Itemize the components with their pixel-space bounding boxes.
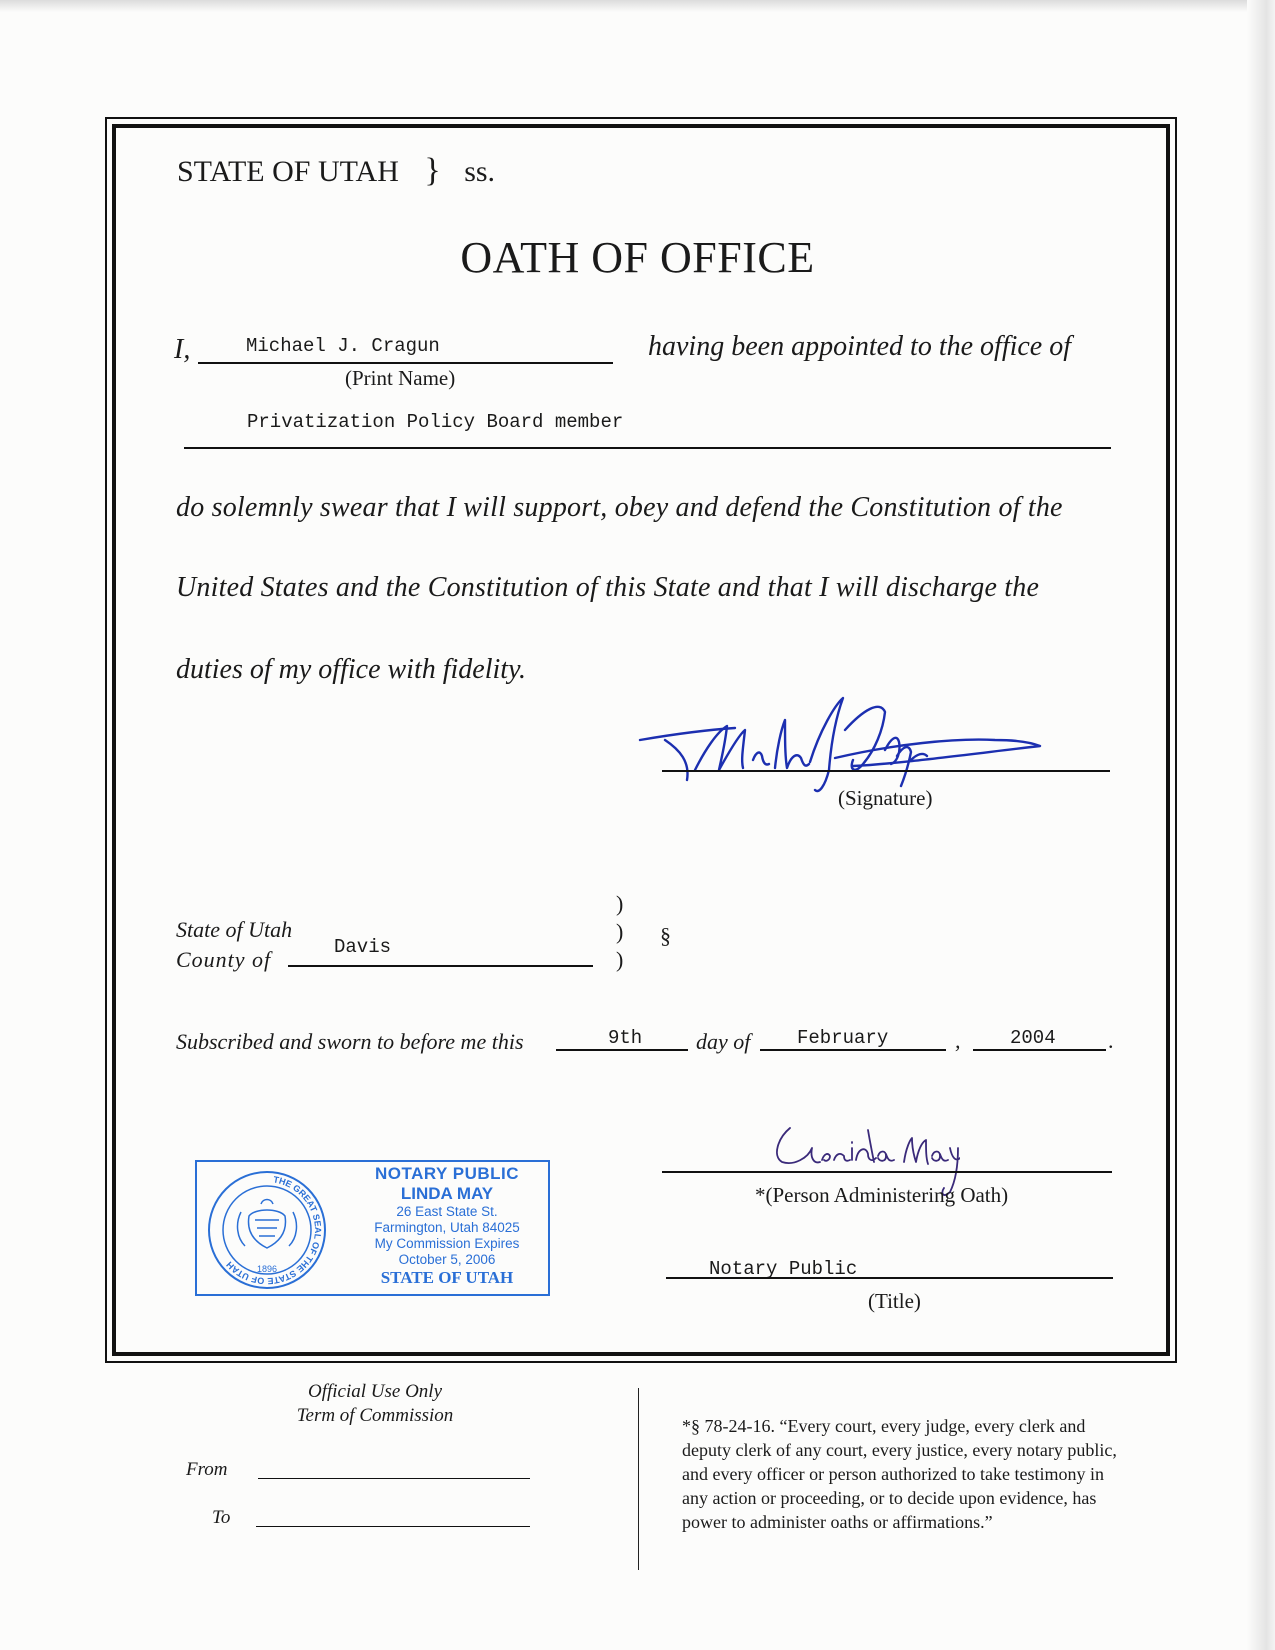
statute-line-2: deputy clerk of any court, every justice, every notary public,: [682, 1440, 1117, 1460]
statute-line-1: *§ 78-24-16. “Every court, every judge, every clerk and: [682, 1416, 1086, 1436]
ss-label: ss.: [464, 155, 496, 188]
seal-year: 1896: [256, 1264, 278, 1274]
state-heading: STATE OF UTAH: [177, 155, 399, 188]
paren-1: ): [616, 891, 624, 916]
year-field: 2004: [1010, 1027, 1056, 1049]
sworn-prefix: Subscribed and sworn to before me this: [176, 1029, 524, 1054]
to-underline: [256, 1526, 530, 1527]
utah-seal-icon: [205, 1168, 329, 1292]
county-label: County of: [176, 947, 272, 972]
stamp-line-5: My Commission Expires: [374, 1236, 520, 1251]
title-field: Notary Public: [709, 1258, 858, 1280]
stamp-line-4: Farmington, Utah 84025: [374, 1220, 520, 1235]
statute-line-3: and every officer or person authorized to take testimony in: [682, 1464, 1105, 1484]
day-field: 9th: [608, 1027, 643, 1049]
oath-signature: [635, 690, 1065, 800]
from-label: From: [186, 1459, 228, 1480]
term-of-commission-heading: Term of Commission: [296, 1405, 454, 1426]
oath-line-2: United States and the Constitution of this State and that I will discharge the: [176, 572, 1040, 603]
paren-2: ): [616, 919, 624, 944]
seal-ring-text: THE GREAT SEAL OF THE STATE OF UTAH: [224, 1174, 323, 1287]
paren-3: ): [616, 947, 624, 972]
stamp-line-2: LINDA MAY: [400, 1184, 494, 1203]
stamp-line-3: 26 East State St.: [396, 1204, 498, 1219]
date-period: .: [1108, 1028, 1114, 1053]
scan-edge: [0, 0, 1275, 12]
administering-caption: *(Person Administering Oath): [755, 1183, 1009, 1207]
name-caption: (Print Name): [345, 366, 456, 390]
from-underline: [258, 1478, 530, 1479]
office-underline: [184, 447, 1111, 449]
county-field: Davis: [334, 936, 392, 958]
state-of-utah-label: State of Utah: [176, 917, 293, 942]
statute-line-4: any action or proceeding, or to decide upon evidence, has: [682, 1488, 1097, 1508]
statute-line-5: power to administer oaths or affirmations.”: [682, 1512, 993, 1532]
stamp-line-1: NOTARY PUBLIC: [374, 1164, 520, 1183]
title-caption: (Title): [868, 1289, 921, 1313]
oath-line-1: do solemnly swear that I will support, obey and defend the Constitution of the: [176, 492, 1063, 523]
section-symbol: §: [660, 923, 671, 948]
year-underline: [973, 1049, 1106, 1051]
page-title: OATH OF OFFICE: [460, 233, 815, 282]
notary-stamp: [195, 1160, 550, 1296]
official-use-heading: Official Use Only: [307, 1381, 443, 1402]
column-divider: [638, 1388, 639, 1570]
venue-header: [177, 152, 495, 190]
administering-underline: [662, 1171, 1112, 1173]
stamp-line-6: October 5, 2006: [398, 1252, 496, 1267]
i-prefix: I,: [174, 334, 191, 365]
statute-note: [682, 1414, 1117, 1534]
date-comma: ,: [955, 1028, 961, 1053]
day-of-label: day of: [696, 1029, 751, 1054]
signature-underline: [662, 770, 1110, 772]
name-field: Michael J. Cragun: [246, 335, 440, 357]
month-underline: [760, 1049, 946, 1051]
appointed-text: having been appointed to the office of: [648, 331, 1072, 362]
day-underline: [556, 1049, 688, 1051]
stamp-line-7: STATE OF UTAH: [380, 1268, 514, 1287]
brace: }: [424, 152, 441, 189]
venue-brace: [616, 890, 623, 974]
signature-caption: (Signature): [838, 786, 933, 810]
title-underline: [666, 1277, 1113, 1279]
oath-line-3: duties of my office with fidelity.: [176, 654, 526, 685]
county-underline: [288, 965, 593, 967]
month-field: February: [797, 1027, 889, 1049]
official-use-block: [250, 1380, 500, 1428]
to-label: To: [212, 1507, 231, 1528]
name-underline: [198, 362, 613, 364]
office-field: Privatization Policy Board member: [247, 411, 624, 433]
